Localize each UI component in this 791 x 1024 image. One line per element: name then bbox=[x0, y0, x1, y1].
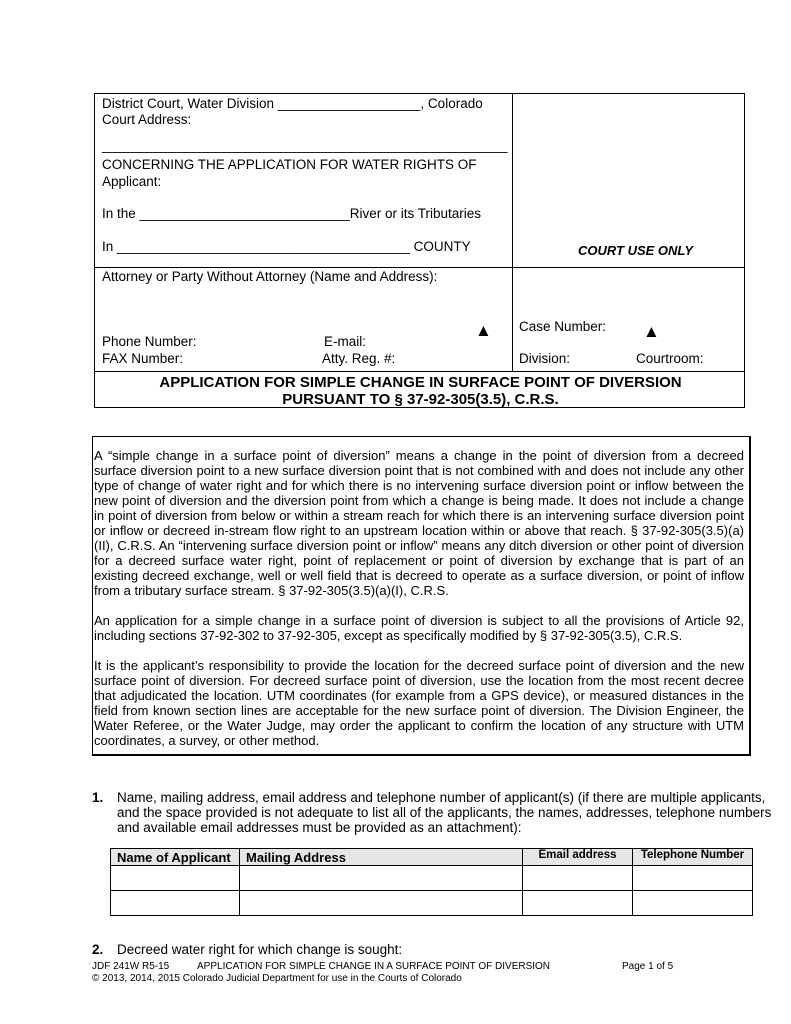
caption-box bbox=[94, 93, 745, 408]
form-title-line2: PURSUANT TO § 37-92-305(3.5), C.R.S. bbox=[282, 391, 559, 408]
court-line: District Court, Water Division ___________________, Colorado bbox=[102, 96, 483, 111]
item-2-text: Decreed water right for which change is sought: bbox=[117, 942, 403, 957]
info-paragraph-provisions: An application for a simple change in a surface point of diversion is subject to all the provisions of Article 92, including sections 37-92-302 to 37-92-305, except as specifically modified by § 37-92-305(3.5), C.R.S. bbox=[94, 613, 744, 643]
footer-page-number: Page 1 of 5 bbox=[622, 961, 674, 972]
applicant-name-cell[interactable] bbox=[111, 866, 240, 891]
table-row bbox=[111, 891, 753, 916]
caption-rule: ______________________________________________________ bbox=[102, 138, 508, 153]
fax-label: FAX Number: bbox=[102, 351, 184, 366]
atty-reg-label: Atty. Reg. #: bbox=[322, 351, 396, 366]
arrow-up-icon: ▲ bbox=[475, 321, 492, 340]
phone-label: Phone Number: bbox=[102, 334, 197, 349]
footer-form-title: APPLICATION FOR SIMPLE CHANGE IN A SURFACE POINT OF DIVERSION bbox=[197, 961, 551, 972]
county-line: In _______________________________________ COUNTY bbox=[102, 239, 471, 254]
item-1-text-line1: Name, mailing address, email address and telephone number of applicant(s) (if there are multiple applicants, bbox=[117, 790, 766, 805]
info-paragraph-definition: A “simple change in a surface point of diversion” means a change in the point of diversion from a decreed surface diversion point to a new surface diversion point that is not combined with and does not include any other type of change of water right and for which there is no intervening surface diversion point or inflow between the new point of diversion and the diversion point from which a change is being made. It does not include a change in point of diversion from below or within a stream reach for which there is an intervening surface diversion point or inflow or decreed in-stream flow right to an upstream location within or above that reach. § 37-92-305(3.5)(a)(II), C.R.S. An “intervening surface diversion point or inflow” means any ditch diversion or other point of diversion for a decreed surface water right, point of replacement or point of diversion by exchange that is part of an existing decreed exchange, well or well field that is decreed to operate as a surface diversion, or point of inflow from a tributary surface stream. § 37-92-305(3.5)(a)(I), C.R.S. bbox=[94, 448, 744, 598]
footer-copyright: © 2013, 2014, 2015 Colorado Judicial Department for use in the Courts of Colorado bbox=[92, 973, 462, 984]
email-address-cell[interactable] bbox=[523, 891, 633, 916]
caption-divider-2 bbox=[95, 371, 744, 372]
concerning-line: CONCERNING THE APPLICATION FOR WATER RIGHTS OF bbox=[102, 157, 477, 172]
info-box bbox=[92, 436, 751, 756]
applicant-table bbox=[110, 848, 753, 916]
form-title-line1: APPLICATION FOR SIMPLE CHANGE IN SURFACE POINT OF DIVERSION bbox=[159, 374, 682, 391]
item-1-number: 1. bbox=[92, 790, 104, 805]
division-label: Division: bbox=[519, 351, 571, 366]
email-label: E-mail: bbox=[324, 334, 367, 349]
court-use-only: COURT USE ONLY bbox=[578, 243, 694, 258]
case-number-label: Case Number: bbox=[519, 319, 607, 334]
email-address-cell[interactable] bbox=[523, 866, 633, 891]
caption-divider-1 bbox=[95, 267, 744, 268]
telephone-number-cell[interactable] bbox=[633, 866, 753, 891]
mailing-address-cell[interactable] bbox=[240, 891, 523, 916]
attorney-label: Attorney or Party Without Attorney (Name and Address): bbox=[102, 269, 438, 284]
mailing-address-cell[interactable] bbox=[240, 866, 523, 891]
item-1-text-line2: and the space provided is not adequate to list all of the applicants, the names, addresses, telephone numbers bbox=[117, 805, 772, 820]
header-name-of-applicant: Name of Applicant bbox=[111, 849, 240, 866]
info-paragraph-responsibility: It is the applicant’s responsibility to provide the location for the decreed surface point of diversion and the new surface point of diversion. For decreed surface point of diversion, use the location from the most recent decree that adjudicated the location. UTM coordinates (for example from a GPS device), or measured distances in the field from known section lines are acceptable for the new surface point of diversion. The Division Engineer, the Water Referee, or the Water Judge, may order the applicant to confirm the location of any structure with UTM coordinates, a survey, or other method. bbox=[94, 658, 744, 748]
table-row bbox=[111, 866, 753, 891]
header-mailing-address: Mailing Address bbox=[240, 849, 523, 866]
table-header-row bbox=[111, 849, 753, 866]
item-1-text-line3: and available email addresses must be provided as an attachment): bbox=[117, 820, 522, 835]
footer-form-id: JDF 241W R5-15 bbox=[92, 961, 170, 972]
arrow-up-icon: ▲ bbox=[643, 322, 660, 341]
telephone-number-cell[interactable] bbox=[633, 891, 753, 916]
header-telephone-number: Telephone Number bbox=[633, 849, 753, 866]
caption-divider-vertical bbox=[512, 94, 513, 371]
header-email-address: Email address bbox=[523, 849, 633, 866]
item-2-number: 2. bbox=[92, 942, 104, 957]
applicant-label: Applicant: bbox=[102, 174, 162, 189]
courtroom-label: Courtroom: bbox=[636, 351, 704, 366]
applicant-name-cell[interactable] bbox=[111, 891, 240, 916]
river-line: In the ____________________________River or its Tributaries bbox=[102, 206, 482, 221]
court-address-label: Court Address: bbox=[102, 112, 192, 127]
